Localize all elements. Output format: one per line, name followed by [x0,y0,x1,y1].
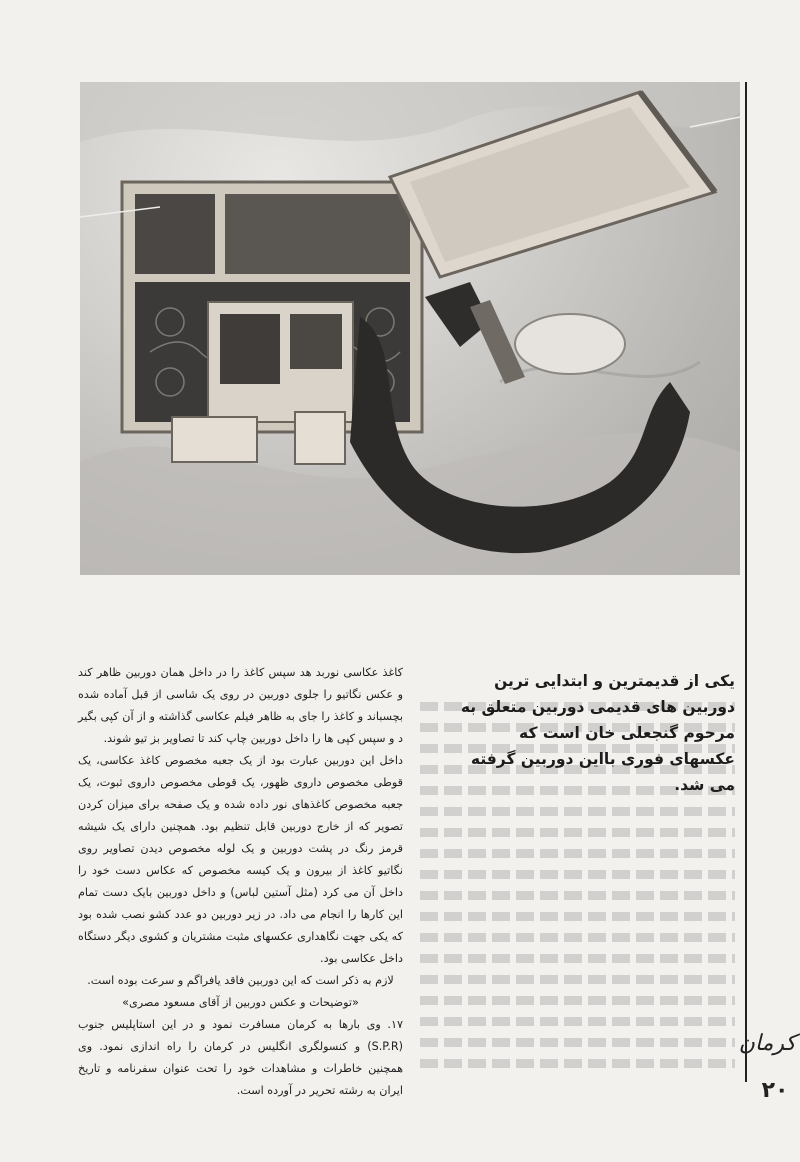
camera-illustration [80,82,740,575]
photo-caption: یکی از قدیمترین و ابتدایی ترین دوربین های قدیمی دوربین متعلق به مرحوم گنجعلی خان است که عکسهای فوری بااین دوربین گرفته می شد. [460,672,735,794]
paragraph: «توضیحات و عکس دوربین از آقای مسعود مصری» [122,996,359,1009]
camera-photo [80,82,740,575]
paragraph: داخل این دوربین عبارت بود از یک جعبه مخصوص کاغذ عکاسی، یک قوطی مخصوص داروی ظهور، یک قوطی مخصوص داروی ثبوت، یک جعبه مخصوص کاغذهای نور داده شده و یک صفحه برای میزان کردن تصویر که از خارج دوربین قابل تنظیم بود. همچنین دارای یک شیشه قرمز رنگ در پشت دوربین و یک لوله مخصوص دیدن تصاویر روی نگاتیو کاغذ از بیرون و یک کیسه مخصوص که عکاس دست خود را داخل آن می کرد (مثل آستین لباس) و داخل دوربین بایک دست تمام این کارها را انجام می داد. در زیر دوربین دو عدد کشو نصب شده بود که یکی جهت نگاهداری عکسهای مثبت مشتریان و کشوی دیگر دستگاه داخل عکاسی بود. [78,754,403,965]
magazine-logo: کرمان [738,1031,796,1056]
paragraph: کاغذ عکاسی نوربد هد سپس کاغذ را در داخل همان دوربین ظاهر کند و عکس نگاتیو را جلوی دوربین در روی یک شاسی از قبل آماده شده بچسباند و کاغذ را جای به ظاهر فیلم عکاسی گذاشته و از آن کپی بگیر د و سپس کپی ها را داخل دوربین چاپ کند تا تصاویر بز تیو شوند. [78,666,403,745]
page-number: ۲۰ [761,1078,789,1103]
article-body [78,662,403,1102]
footnote: ۱۷. وی بارها به کرمان مسافرت نمود و در این استاپلیس جنوب (S.P.R) و کنسولگری انگلیس در کرمان را راه اندازی نمود. وی همچنین خاطرات و مشاهدات خود را تحت عنوان سفرنامه و تاریخ ایران به رشته تحریر در آورده است. [78,1018,403,1097]
column-divider [745,82,747,1082]
paragraph: لازم به ذکر است که این دوربین فاقد یافراگم و سرعت بوده است. [87,974,394,987]
